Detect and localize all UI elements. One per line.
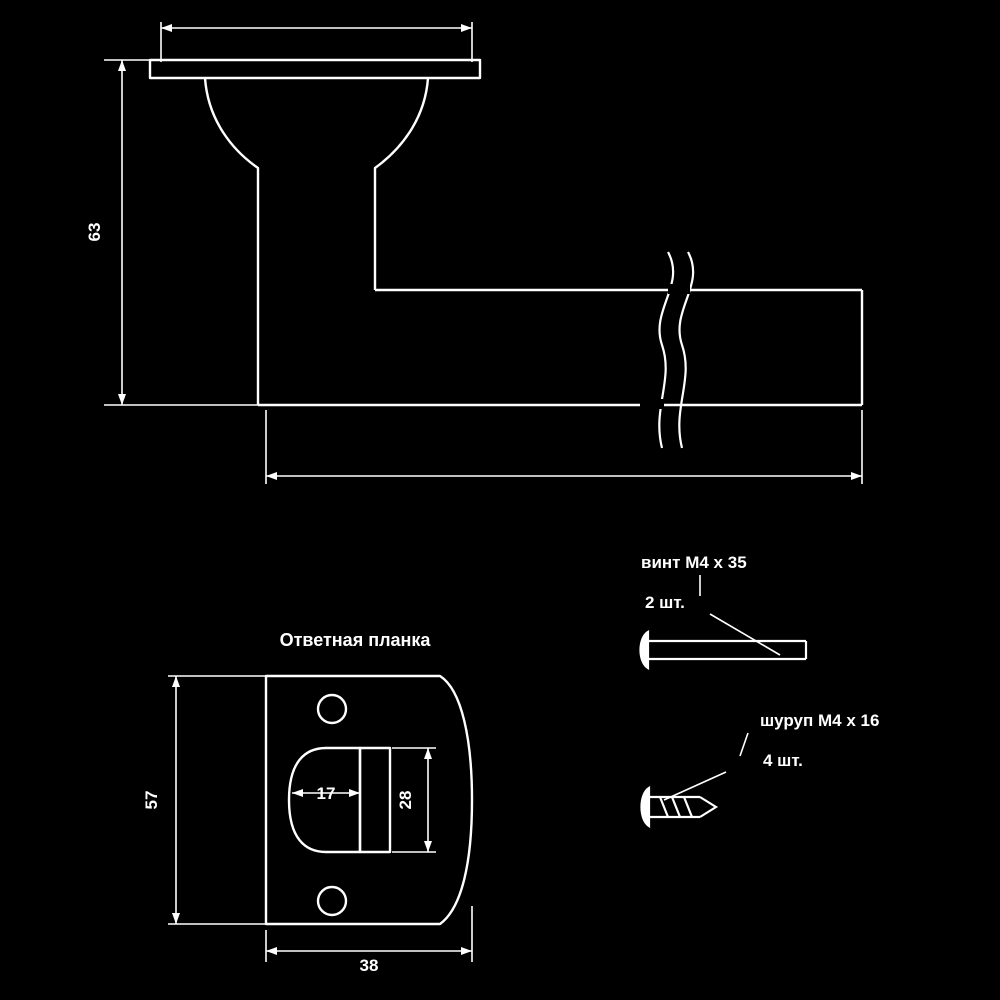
top-width-dimension: [161, 22, 472, 62]
plate-height-label: 57: [142, 790, 161, 810]
plate-width-dimension: [266, 906, 472, 962]
plate-height-dimension: [168, 676, 266, 924]
hardware-1-quantity: 4 шт.: [763, 751, 803, 770]
lever-arm: [258, 290, 862, 405]
hardware-1-leader: [664, 733, 748, 800]
break-mask-top: [668, 284, 690, 294]
plate-width-label: 38: [359, 956, 379, 975]
plate-inner-width-label: 17: [316, 784, 336, 803]
plate-screw-holes: [318, 695, 346, 915]
plate-inner-height-label: 28: [396, 790, 415, 810]
plate-latch-cutout: [289, 748, 390, 852]
hardware-1-name: шуруп M4 x 16: [760, 711, 880, 730]
handle-outline: [150, 60, 480, 405]
hardware-0-name: винт M4 x 35: [641, 553, 747, 572]
length-dimension: [266, 410, 862, 484]
hardware-0-quantity: 2 шт.: [645, 593, 685, 612]
break-symbol: [659, 252, 693, 448]
hardware-0-leader: [700, 575, 780, 655]
plate-caption: Ответная планка: [279, 630, 431, 650]
break-mask-bottom: [640, 399, 664, 409]
height-dimension: [104, 60, 258, 405]
plate-outline: [266, 676, 472, 924]
screw-icon: [641, 632, 807, 668]
height-dimension-label: 63: [85, 222, 104, 242]
